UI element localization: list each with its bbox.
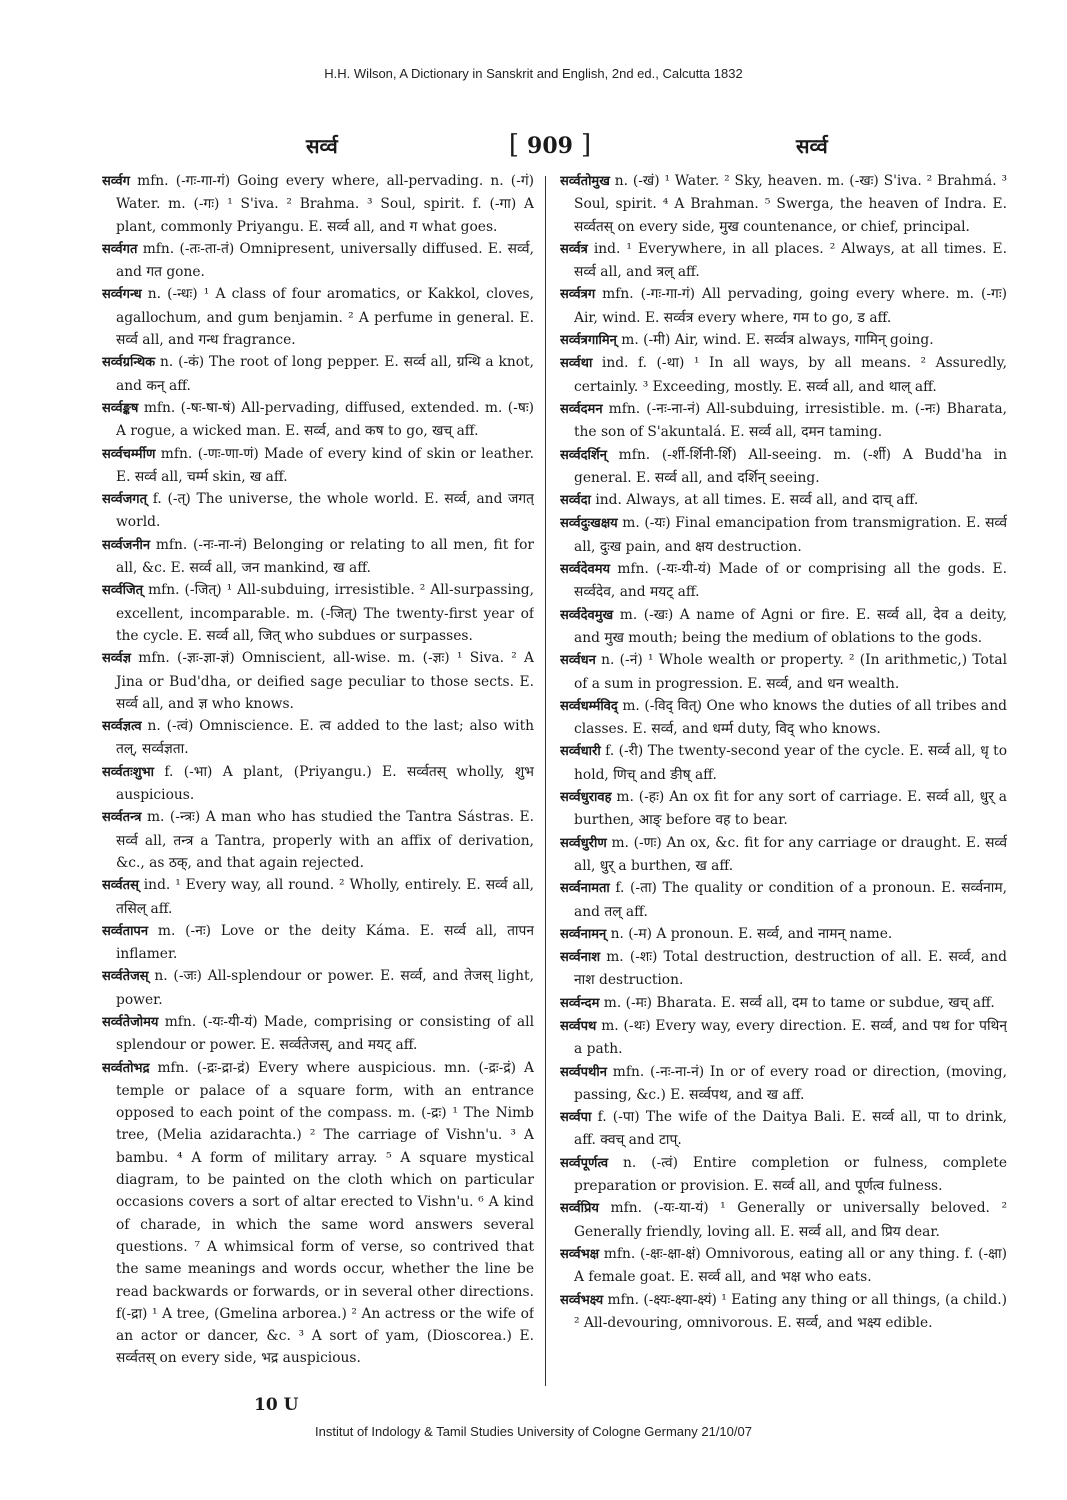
entry-headword: सर्व्वप्रिय	[560, 1201, 599, 1217]
entry-headword: सर्व्वधुरीण	[560, 835, 607, 851]
entry-definition: m. (-न्त्रः) A man who has studied the Tantra Sástras. E. सर्व्व all, तन्त्र a Tantra, properly with an affix of derivation, &c., as ठक्, and that again rejected.	[116, 809, 534, 871]
entry-definition: n. (-म) A pronoun. E. सर्व्व, and नामन् name.	[606, 925, 893, 942]
dictionary-entry	[560, 512, 1007, 558]
entry-definition: m. (-थः) Every way, every direction. E. सर्व्व, and पथ for पथिन् a path.	[574, 1017, 1007, 1058]
entry-headword: सर्व्वतन्त्र	[102, 810, 142, 826]
entry-definition: n. (-खं) ¹ Water. ² Sky, heaven. m. (-खः) S'iva. ² Brahmá. ³ Soul, spirit. ⁴ A Brahman. ⁵ Swerga, the heaven of Indra. E. सर्व्वतस् on every side, मुख countenance, or chief, principal.	[574, 173, 1007, 235]
entry-definition: f. (-री) The twenty-second year of the cycle. E. सर्व्व all, धृ to hold, णिच् and ङीष् aff.	[574, 743, 1007, 783]
entry-definition: m. (-विद् वित्) One who knows the duties of all tribes and classes. E. सर्व्व, and धर्म्म duty, विद् who knows.	[574, 697, 1007, 738]
entry-headword: सर्व्वत्र	[560, 241, 588, 257]
entry-headword: सर्व्वजगत्	[102, 492, 148, 508]
dictionary-entry	[102, 443, 534, 489]
entry-headword: सर्व्वज्ञत्व	[102, 719, 142, 735]
right-column	[560, 170, 1007, 1396]
dictionary-entry	[560, 649, 1007, 695]
entry-definition: mfn. (-नः-ना-नं) In or of every road or direction, (moving, passing, &c.) E. सर्व्वपथ, and ख aff.	[574, 1063, 1007, 1103]
source-header: H.H. Wilson, A Dictionary in Sanskrit and English, 2nd ed., Calcutta 1832	[324, 66, 743, 81]
dictionary-entry	[102, 1057, 534, 1370]
dictionary-entry	[560, 1289, 1007, 1335]
entry-definition: ind. Always, at all times. E. सर्व्व all, and दाच् aff.	[590, 492, 919, 509]
entry-definition: ind. ¹ Every way, all round. ² Wholly, entirely. E. सर्व्व all, तसिल् aff.	[116, 877, 534, 917]
running-head-left: सर्व्व	[306, 134, 338, 158]
entry-headword: सर्व्वधारी	[560, 744, 601, 760]
page-number: [ 909 ]	[508, 130, 592, 160]
entry-headword: सर्व्वगन्ध	[102, 287, 142, 303]
entry-headword: सर्व्वदुःखक्षय	[560, 516, 618, 532]
entry-headword: सर्व्वग	[102, 174, 130, 189]
running-head	[80, 128, 1000, 168]
entry-definition: mfn. (-क्षः-क्षा-क्षं) Omnivorous, eating all or any thing. f. (-क्षा) A female goat. E. सर्व्व all, and भक्ष who eats.	[574, 1245, 1007, 1286]
dictionary-entry	[560, 352, 1007, 398]
entry-headword: सर्व्वग्रन्थिक	[102, 355, 156, 371]
dictionary-entry	[560, 558, 1007, 604]
dictionary-entry	[102, 761, 534, 807]
page-number-value: 909	[527, 133, 573, 159]
entry-headword: सर्व्वतःशुभा	[102, 764, 155, 780]
entry-headword: सर्व्वन्दम	[560, 995, 600, 1011]
entry-definition: n. (-त्वं) Omniscience. E. त्व added to the last; also with तल्, सर्व्वज्ञता.	[116, 718, 534, 758]
dictionary-entry	[560, 329, 1007, 352]
entry-headword: सर्व्वतोमुख	[560, 174, 610, 189]
entry-headword: सर्व्वदेवमुख	[560, 607, 614, 623]
dictionary-entry	[560, 740, 1007, 786]
dictionary-entry	[560, 489, 1007, 512]
entry-definition: n. (-नं) ¹ Whole wealth or property. ² (In arithmetic,) Total of a sum in progression. E. सर्व्व, and धन wealth.	[574, 652, 1007, 692]
entry-headword: सर्व्वङ्कष	[102, 400, 139, 416]
entry-headword: सर्व्वपथ	[560, 1018, 597, 1034]
dictionary-entry	[560, 398, 1007, 444]
entry-headword: सर्व्वभक्ष	[560, 1246, 600, 1262]
dictionary-entry	[560, 1061, 1007, 1107]
dictionary-entry	[560, 877, 1007, 923]
entry-definition: m. (-मः) Bharata. E. सर्व्व all, दम to tame or subdue, खच् aff.	[599, 994, 995, 1011]
dictionary-entry	[560, 1243, 1007, 1289]
entry-headword: सर्व्वभक्ष्य	[560, 1292, 604, 1308]
source-footer: Institut of Indology & Tamil Studies University of Cologne Germany 21/10/07	[315, 1424, 752, 1439]
dictionary-entry	[560, 992, 1007, 1015]
entry-headword: सर्व्वतापन	[102, 923, 149, 939]
dictionary-entry	[560, 238, 1007, 284]
entry-definition: m. (-खः) A name of Agni or fire. E. सर्व्व all, देव a deity, and मुख mouth; being the medium of oblations to the gods.	[574, 606, 1007, 646]
entry-definition: ind. ¹ Everywhere, in all places. ² Always, at all times. E. सर्व्व all, and त्रल् aff.	[574, 240, 1007, 281]
entry-headword: सर्व्वगत	[102, 241, 138, 257]
entry-headword: सर्व्वधुरावह	[560, 790, 612, 806]
entry-definition: m. (-मी) Air, wind. E. सर्व्वत्र always, गामिन् going.	[616, 332, 934, 349]
dictionary-entry	[102, 238, 534, 284]
entry-headword: सर्व्वनामन्	[560, 926, 607, 942]
dictionary-entry	[102, 965, 534, 1011]
entry-definition: mfn. (-क्ष्यः-क्ष्या-क्ष्यं) ¹ Eating any thing or all things, (a child.) ² All-devouring, omnivorous. E. सर्व्व, and भक्ष्य edible.	[574, 1291, 1007, 1331]
entry-headword: सर्व्वतेजस्	[102, 969, 149, 985]
entry-definition: mfn. (-नः-ना-नं) Belonging or relating to all men, fit for all, &c. E. सर्व्व all, जन mankind, ख aff.	[116, 536, 534, 577]
dictionary-entry	[560, 283, 1007, 329]
entry-headword: सर्व्वज्ञ	[102, 651, 131, 667]
entry-definition: f. (-पा) The wife of the Daitya Bali. E. सर्व्व all, पा to drink, aff. क्वच् and टाप्.	[574, 1109, 1007, 1149]
entry-definition: mfn. (-जित्) ¹ All-subduing, irresistible. ² All-surpassing, excellent, incomparable. m. (-जित्) The twenty-first year of the cycle. E. सर्व्व all, जित् who subdues or surpasses.	[116, 582, 534, 644]
column-divider	[545, 176, 546, 1386]
entry-definition: ind. f. (-था) ¹ In all ways, by all means. ² Assuredly, certainly. ³ Exceeding, mostly. E. सर्व्व all, and थाल् aff.	[574, 355, 1007, 395]
entry-headword: सर्व्वतेजोमय	[102, 1014, 159, 1030]
entry-definition: n. (-जः) All-splendour or power. E. सर्व्व, and तेजस् light, power.	[116, 968, 534, 1008]
entry-headword: सर्व्वपा	[560, 1110, 592, 1126]
entry-definition: mfn. (-षः-षा-षं) All-pervading, diffused, extended. m. (-षः) A rogue, a wicked man. E. सर्व्व, and कष to go, खच् aff.	[116, 399, 534, 440]
entry-definition: mfn. (-ज्ञः-ज्ञा-ज्ञं) Omniscient, all-wise. m. (-ज्ञः) ¹ Siva. ² A Jina or Bud'dha, or deified sage peculiar to those sects. E. सर्व्व all, and ज्ञ who knows.	[116, 650, 534, 712]
entry-definition: m. (-हः) An ox fit for any sort of carriage. E. सर्व्व all, धुर् a burthen, आङ् before वह to bear.	[574, 789, 1007, 829]
dictionary-entry	[560, 1152, 1007, 1198]
entry-definition: m. (-णः) An ox, &c. fit for any carriage or draught. E. सर्व्व all, धुर् a burthen, ख aff.	[574, 834, 1007, 874]
entry-definition: m. (-शः) Total destruction, destruction of all. E. सर्व्व, and नाश destruction.	[574, 949, 1007, 989]
dictionary-entry	[560, 832, 1007, 878]
dictionary-entry	[102, 1011, 534, 1057]
dictionary-entry	[102, 397, 534, 443]
dictionary-entry	[102, 534, 534, 580]
entry-definition: mfn. (-गः-गा-गं) Going every where, all-pervading. n. (-गं) Water. m. (-गः) ¹ S'iva. ² Brahma. ³ Soul, spirit. f. (-गा) A plant, commonly Priyangu. E. सर्व्व all, and ग what goes.	[116, 173, 534, 235]
entry-headword: सर्व्वपथीन	[560, 1064, 607, 1080]
dictionary-entry	[102, 283, 534, 351]
entry-definition: m. (-नः) Love or the deity Káma. E. सर्व्व all, तापन inflamer.	[116, 922, 534, 963]
dictionary-entry	[102, 647, 534, 715]
dictionary-entry	[560, 695, 1007, 741]
entry-definition: f. (-ता) The quality or condition of a pronoun. E. सर्व्वनाम, and तल् aff.	[574, 880, 1007, 920]
entry-headword: सर्व्वदर्शिन्	[560, 447, 607, 463]
entry-headword: सर्व्वनाश	[560, 950, 601, 966]
entry-definition: mfn. (-यः-यी-यं) Made, comprising or consisting of all splendour or power. E. सर्व्वतेजस्, and मयट् aff.	[116, 1013, 534, 1054]
entry-headword: सर्व्वधन	[560, 653, 596, 669]
running-head-right: सर्व्व	[796, 134, 828, 158]
entry-headword: सर्व्वदेवमय	[560, 562, 611, 578]
dictionary-entry	[102, 579, 534, 647]
entry-headword: सर्व्वत्रग	[560, 287, 596, 303]
entry-definition: mfn. (-तः-ता-तं) Omnipresent, universally diffused. E. सर्व्व, and गत gone.	[116, 240, 534, 281]
dictionary-entry	[560, 170, 1007, 238]
entry-definition: n. (-त्वं) Entire completion or fulness, complete preparation or provision. E. सर्व्व all, and पूर्णत्व fulness.	[574, 1154, 1007, 1195]
dictionary-entry	[102, 170, 534, 238]
dictionary-entry	[560, 786, 1007, 832]
dictionary-entry	[560, 923, 1007, 946]
entry-definition: mfn. (-यः-या-यं) ¹ Generally or universally beloved. ² Generally friendly, loving all. E. सर्व्व all, and प्रिय dear.	[574, 1200, 1007, 1240]
dictionary-entry	[102, 806, 534, 874]
dictionary-entry	[560, 946, 1007, 992]
entry-definition: mfn. (-यः-यी-यं) Made of or comprising all the gods. E. सर्व्वदेव, and मयट् aff.	[574, 561, 1007, 601]
dictionary-entry	[102, 351, 534, 397]
entry-definition: n. (-कं) The root of long pepper. E. सर्व्व all, ग्रन्थि a knot, and कन् aff.	[116, 354, 534, 394]
signature-mark: 10 U	[254, 1395, 299, 1415]
dictionary-entry	[560, 1106, 1007, 1152]
dictionary-entry	[560, 444, 1007, 490]
entry-headword: सर्व्वत्रगामिन्	[560, 333, 617, 349]
entry-headword: सर्व्वदा	[560, 493, 591, 509]
entry-definition: f. (-भा) A plant, (Priyangu.) E. सर्व्वतस् wholly, शुभ auspicious.	[116, 763, 534, 804]
entry-headword: सर्व्वदमन	[560, 401, 603, 417]
entry-definition: f. (-त्) The universe, the whole world. E. सर्व्व, and जगत् world.	[116, 491, 534, 531]
entry-definition: m. (-यः) Final emancipation from transmigration. E. सर्व्व all, दुःख pain, and क्षय destruction.	[574, 515, 1007, 555]
entry-headword: सर्व्वनामता	[560, 881, 610, 897]
entry-headword: सर्व्वतस्	[102, 878, 139, 894]
entry-headword: सर्व्वजित्	[102, 583, 144, 599]
entry-headword: सर्व्वथा	[560, 356, 593, 372]
entry-definition: n. (-न्धः) ¹ A class of four aromatics, or Kakkol, cloves, agallochum, and gum benjamin. ² A perfume in general. E. सर्व्व all, and गन्ध fragrance.	[116, 286, 534, 349]
dictionary-entry	[102, 920, 534, 966]
dictionary-entry	[560, 604, 1007, 650]
entry-headword: सर्व्वचर्म्मीण	[102, 446, 156, 462]
left-column	[102, 170, 534, 1396]
entry-headword: सर्व्वधर्म्मविद्	[560, 698, 618, 714]
dictionary-entry	[102, 715, 534, 761]
entry-headword: सर्व्वतोभद्र	[102, 1060, 150, 1076]
dictionary-entry	[560, 1015, 1007, 1061]
dictionary-entry	[560, 1197, 1007, 1243]
entry-definition: mfn. (-गः-गा-गं) All pervading, going every where. m. (-गः) Air, wind. E. सर्व्वत्र every where, गम to go, ड aff.	[574, 286, 1007, 326]
dictionary-entry	[102, 874, 534, 920]
entry-definition: mfn. (-द्रः-द्रा-द्रं) Every where auspicious. mn. (-द्रः-द्रं) A temple or palace of a square form, with an entrance opposed to each point of the compass. m. (-द्रः) ¹ The Nimb tree, (Melia azidarachta.) ² The carriage of Vishn'u. ³ A bambu. ⁴ A form of military array. ⁵ A square mystical diagram, to be painted on the cloth which on particular occasions covers a sort of altar erected to Vishn'u. ⁶ A kind of charade, in which the same word answers several questions. ⁷ A whimsical form of verse, so contrived that the same meanings and words occur, whether the line be read backwards or forwards, or in several other directions. f(-द्रा) ¹ A tree, (Gmelina arborea.) ² An actress or the wife of an actor or dancer, &c. ³ A sort of yam, (Dioscorea.) E. सर्व्वतस् on every side, भद्र auspicious.	[116, 1059, 534, 1367]
entry-definition: mfn. (-र्शी-र्शिनी-र्शि) All-seeing. m. (-र्शी) A Budd'ha in general. E. सर्व्व all, and दर्शिन् seeing.	[574, 446, 1007, 486]
entry-definition: mfn. (-णः-णा-णं) Made of every kind of skin or leather. E. सर्व्व all, चर्म्म skin, ख aff.	[116, 445, 534, 485]
dictionary-entry	[102, 488, 534, 534]
entry-headword: सर्व्वजनीन	[102, 537, 151, 553]
entry-headword: सर्व्वपूर्णत्व	[560, 1155, 609, 1171]
entry-definition: mfn. (-नः-ना-नं) All-subduing, irresistible. m. (-नः) Bharata, the son of S'akuntalá. E. सर्व्व all, दमन taming.	[574, 400, 1007, 441]
